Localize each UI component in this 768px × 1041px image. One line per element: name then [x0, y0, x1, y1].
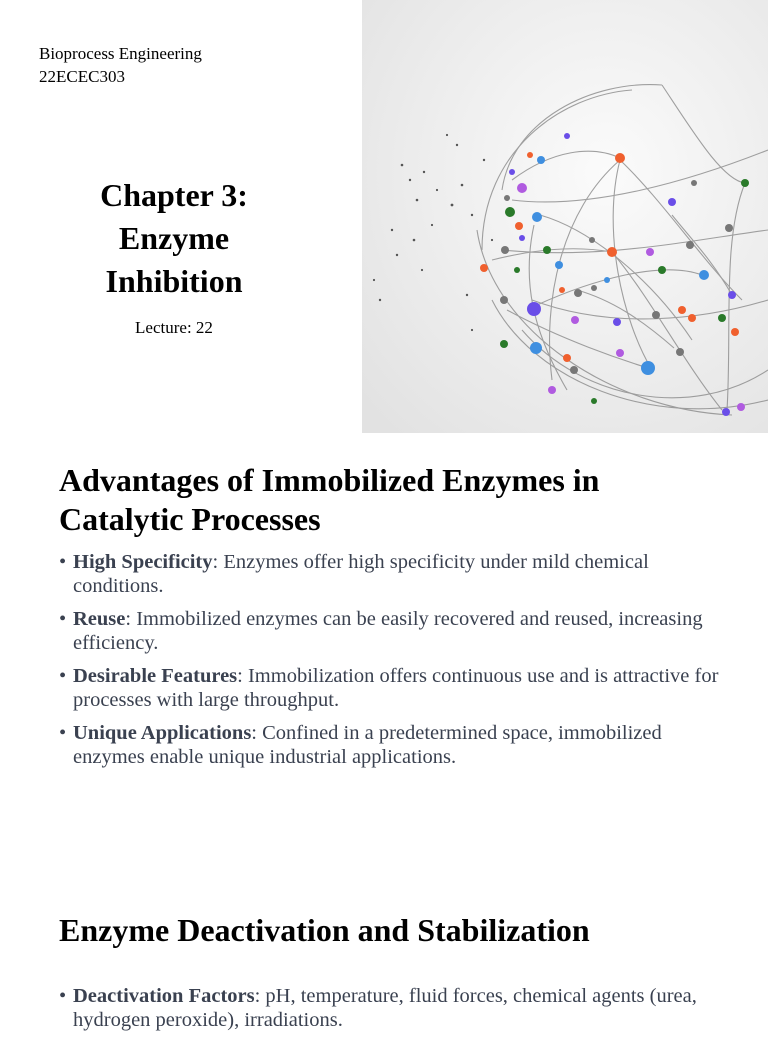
- bullet-text: : Enzymes offer high specificity under mild chemical conditions.: [73, 551, 649, 597]
- bullet-term: Reuse: [73, 608, 126, 630]
- advantages-heading-line-2: Catalytic Processes: [59, 501, 321, 537]
- bullet-icon: •: [59, 722, 67, 744]
- advantages-heading-line-1: Advantages of Immobilized Enzymes in: [59, 462, 600, 498]
- list-item: [59, 721, 729, 769]
- list-item: [59, 984, 729, 1032]
- title-line-2: Enzyme: [118, 220, 230, 256]
- deactivation-heading: Enzyme Deactivation and Stabilization: [59, 912, 590, 948]
- bullet-term: High Specificity: [73, 551, 213, 573]
- bullet-text: : pH, temperature, fluid forces, chemical agents (urea, hydrogen peroxide), irradiations.: [73, 985, 697, 1031]
- course-name: Bioprocess Engineering: [39, 44, 202, 63]
- network-sphere-image: [362, 0, 768, 433]
- deactivation-list: [59, 984, 729, 1041]
- lecture-number: Lecture: 22: [135, 318, 213, 337]
- bullet-term: Deactivation Factors: [73, 985, 255, 1007]
- bullet-icon: •: [59, 551, 67, 573]
- bullet-icon: •: [59, 665, 67, 687]
- title-line-3: Inhibition: [105, 263, 243, 299]
- bullet-text: : Immobilized enzymes can be easily recovered and reused, increasing efficiency.: [73, 608, 703, 654]
- course-code: 22ECEC303: [39, 67, 125, 86]
- bullet-term: Unique Applications: [73, 722, 252, 744]
- title-line-1: Chapter 3:: [100, 177, 248, 213]
- slide-title: [60, 174, 288, 303]
- bullet-text: : Immobilization offers continuous use and is attractive for processes with large throughput.: [73, 665, 719, 711]
- bullet-icon: •: [59, 985, 67, 1007]
- list-item: [59, 607, 729, 655]
- course-info: [39, 42, 202, 88]
- title-slide: [0, 0, 768, 433]
- list-item: [59, 550, 729, 598]
- advantages-heading: [59, 461, 599, 539]
- bullet-term: Desirable Features: [73, 665, 238, 687]
- advantages-list: [59, 550, 729, 778]
- bullet-text: : Confined in a predetermined space, immobilized enzymes enable unique industrial applications.: [73, 722, 662, 768]
- bullet-icon: •: [59, 608, 67, 630]
- list-item: [59, 664, 729, 712]
